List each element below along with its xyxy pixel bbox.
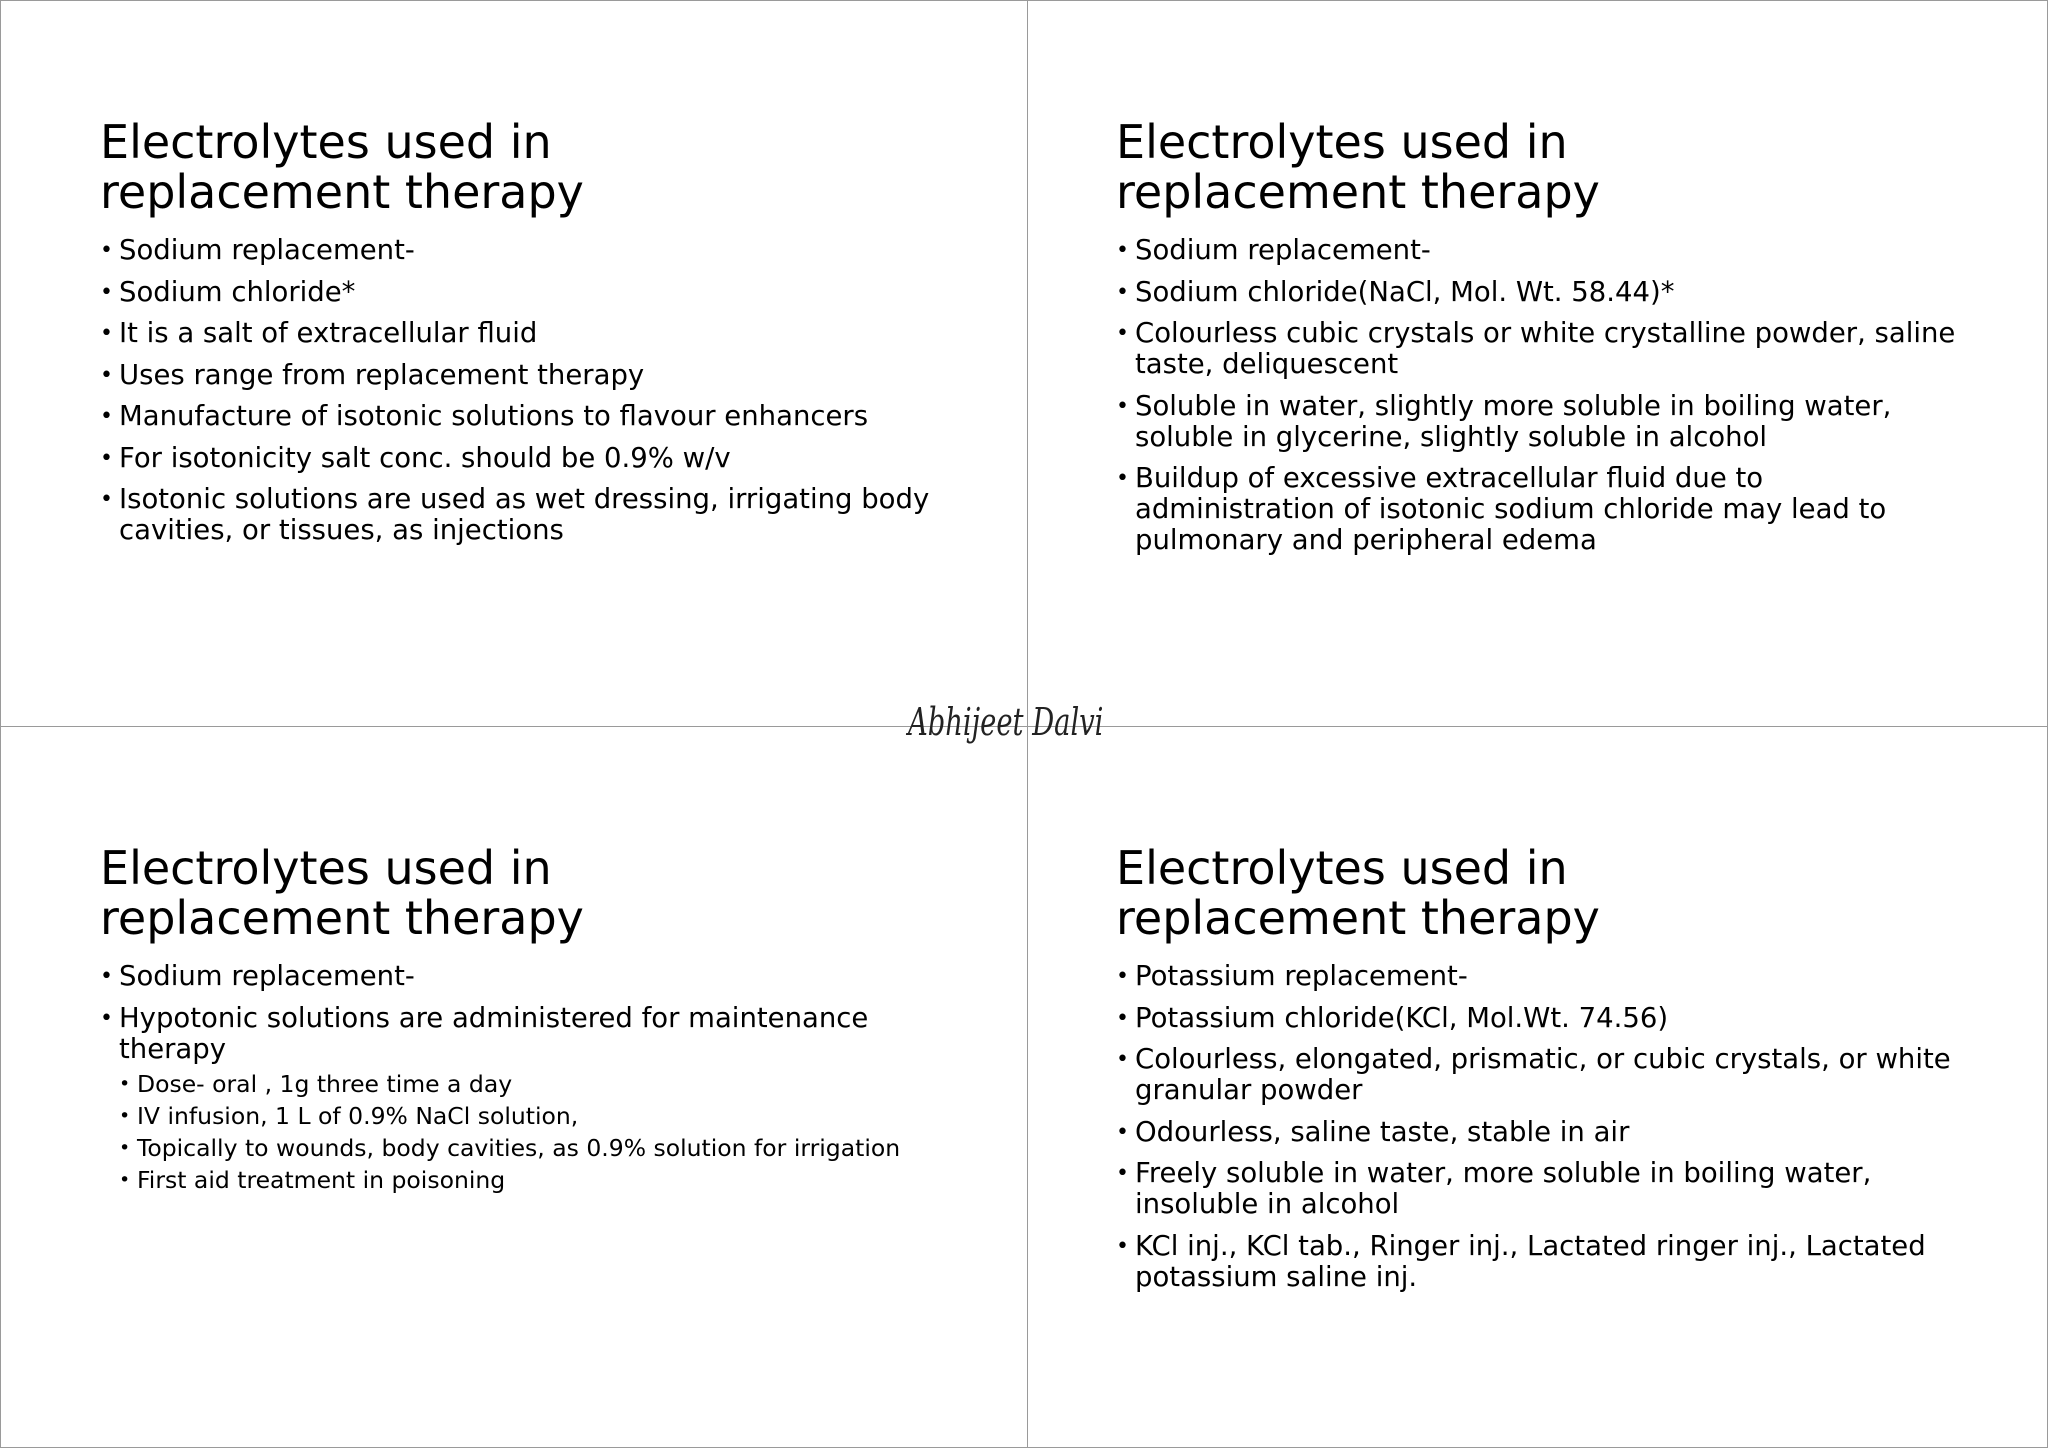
slide-4 [1116, 843, 1976, 1303]
slide-title: Electrolytes used in replacement therapy [1116, 115, 1600, 219]
bullet-item: • Sodium chloride(NaCl, Mol. Wt. 58.44)* [1116, 277, 1976, 308]
bullet-item: • Uses range from replacement therapy [100, 360, 1000, 391]
slide-title: Electrolytes used in replacement therapy [100, 115, 584, 219]
bullet-item: • KCl inj., KCl tab., Ringer inj., Lactated ringer inj., Lactated potassium saline inj. [1116, 1231, 1965, 1293]
bullet-item [100, 1001, 901, 1194]
author-watermark: Abhijeet Dalvi [908, 700, 1104, 744]
bullet-item: • Buildup of excessive extracellular fluid due to administration of isotonic sodium chloride may lead to pulmonary and peripheral edema [1116, 463, 1915, 556]
sub-bullet-item: • Dose- oral , 1g three time a day [119, 1071, 999, 1097]
bullet-item: • Soluble in water, slightly more soluble in boiling water, soluble in glycerine, slightly soluble in alcohol [1116, 391, 1935, 453]
sub-bullet-item: • First aid treatment in poisoning [119, 1167, 999, 1193]
bullet-item: • Colourless, elongated, prismatic, or cubic crystals, or white granular powder [1116, 1044, 1975, 1106]
bullet-item: • Potassium chloride(KCl, Mol.Wt. 74.56) [1116, 1003, 1976, 1034]
bullet-item: • Isotonic solutions are used as wet dressing, irrigating body cavities, or tissues, as injections [100, 484, 949, 546]
bullet-item: • Sodium replacement- [100, 235, 1000, 266]
slide-1 [100, 117, 1000, 557]
sub-bullet-item: • Topically to wounds, body cavities, as 0.9% solution for irrigation [119, 1135, 999, 1161]
bullet-item: • Odourless, saline taste, stable in air [1116, 1117, 1976, 1148]
bullet-item: • Manufacture of isotonic solutions to flavour enhancers [100, 401, 1000, 432]
bullet-item: • Freely soluble in water, more soluble in boiling water, insoluble in alcohol [1116, 1158, 1915, 1220]
bullet-text: Hypotonic solutions are administered for maintenance therapy [119, 1001, 869, 1065]
slide-3 [100, 843, 1000, 1203]
bullet-item: • Sodium chloride* [100, 277, 1000, 308]
bullet-list [100, 961, 1000, 1193]
sub-bullet-list [119, 1071, 999, 1193]
slide-title: Electrolytes used in replacement therapy [1116, 841, 1600, 945]
slide-title: Electrolytes used in replacement therapy [100, 841, 584, 945]
bullet-list [1116, 961, 1976, 1293]
bullet-item: • Sodium replacement- [1116, 235, 1976, 266]
slide-2 [1116, 117, 1976, 567]
bullet-item: • Sodium replacement- [100, 961, 1000, 992]
bullet-list [1116, 235, 1976, 556]
bullet-item: • It is a salt of extracellular fluid [100, 318, 1000, 349]
sub-bullet-item: • IV infusion, 1 L of 0.9% NaCl solution, [119, 1103, 999, 1129]
bullet-list [100, 235, 1000, 546]
bullet-item: • Potassium replacement- [1116, 961, 1976, 992]
bullet-item: • Colourless cubic crystals or white crystalline powder, saline taste, deliquescent [1116, 318, 1975, 380]
bullet-item: • For isotonicity salt conc. should be 0.9% w/v [100, 443, 1000, 474]
